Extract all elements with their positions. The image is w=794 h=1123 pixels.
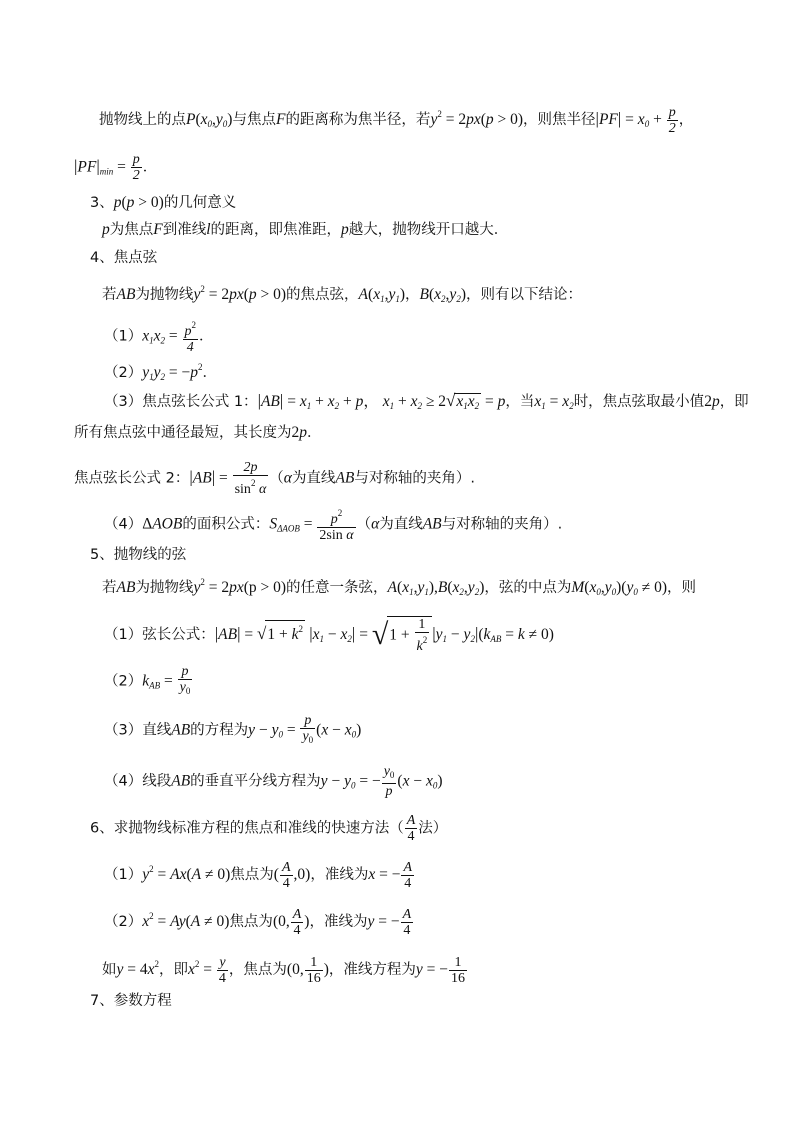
quick-method-case-1: $(1)y^2 = Ax(A \ne 0)$焦点为( $\frac{A}{4}$ ,0)，准线为x = − $\frac{A}{4}$ [104, 859, 413, 891]
geometric-meaning-text: p为焦点F到准线l的距离，即焦准距，p越大，抛物线开口越大． [102, 221, 509, 238]
triangle-area-formula: （4）ΔAOB的面积公式：$S_{\Delta AOB}$ = $\frac{p^2}{\text{2sin α}}$ （α为直线AB与对称轴的夹角）. [104, 508, 563, 543]
focal-radius-definition: 抛物线上的点$P(x_0,y_0)$与焦点F的距离称为焦半径，若$y^2 = 2px(p > 0)$，则焦半径$|PF| = x_0$ + $\frac{p}{2}$ ， [99, 104, 694, 136]
chord-slope-formula: $(2)k_{AB}$ = $\frac{p}{y_0}$ [104, 664, 191, 696]
chord-length-formula: （1）弦长公式：$|AB| = √1 + k^2$ $|x_1 - x_2| = √1$ + $\frac{1}{k^2}$ $|y_1 - y_2|(k_{AB} = k \ne 0)$ [104, 617, 554, 654]
text: 的距离称为焦半径，若 [285, 112, 431, 128]
quick-method-example: 如$y = 4x^2$，即$x^2$ = $\frac{y}{4}$ ，焦点为(0, $\frac{1}{16}$ )，准线方程为y = − $\frac{1}{16}$ [102, 954, 466, 986]
latus-rectum-shortest: 所有焦点弦中通径最短，其长度为2p． [74, 424, 322, 441]
section-4-heading: 4、焦点弦 [90, 250, 158, 266]
section-3-heading: 3、p(p > 0)的几何意义 [90, 194, 237, 211]
perpendicular-bisector-equation: （4）线段AB的垂直平分线方程为$y - y_0$ = − $\frac{y_0}{p}$ $(x - x_0)$ [104, 764, 443, 799]
section-6-heading: 6、求抛物线标准方程的焦点和准线的快速方法（ $\frac{A}{4}$ 法） [90, 813, 448, 844]
chord-premise: 若AB为抛物线$y^2 = 2px(p > 0)$的任意一条弦，$A(x_1,y_1),B(x_2,y_2)$，弦的中点为$M(x_0,y_0)(y_0 \ne 0)$，则 [102, 577, 696, 597]
text: 抛物线上的点 [99, 112, 186, 128]
min-focal-radius: $|PF|_{min}$ = $\frac{p}{2}$ ． [74, 152, 158, 183]
section-7-heading: 7、参数方程 [90, 993, 172, 1009]
text: 与焦点 [232, 112, 276, 128]
focal-chord-premise: 若AB为抛物线$y^2 = 2px(p > 0)$的焦点弦，$A(x_1,y_1)$，$B(x_2,y_2)$，则有以下结论： [102, 284, 582, 304]
quick-method-case-2: $(2)x^2 = Ay(A \ne 0)$焦点为(0, $\frac{A}{4}$ )，准线为y = − $\frac{A}{4}$ [104, 906, 412, 938]
conclusion-2: $(2)y_1y_2 = -p^2$． [104, 362, 217, 382]
focal-chord-formula-1: （3）焦点弦长公式 1：$|AB| = x_1 + x_2 + p$， $x_1 + x_2 \ge 2√x_1x_2 = p$，当$x_1 = x_2$时，焦点弦取最小值2p，即 [104, 391, 749, 416]
text: ，则焦半径 [523, 112, 596, 128]
focal-chord-formula-2: 焦点弦长公式 2：|AB| = $\frac{2p}{\sin^2 \alpha}$ （α为直线AB与对称轴的夹角）. [74, 460, 475, 497]
section-5-heading: 5、抛物线的弦 [90, 547, 187, 563]
chord-line-equation: （3）直线AB的方程为$y - y_0$ = $\frac{p}{y_0}$ $(x - x_0)$ [104, 713, 362, 745]
conclusion-1: $(1)x_1x_2$ = $\frac{p^2}{4}$ ． [104, 320, 214, 355]
